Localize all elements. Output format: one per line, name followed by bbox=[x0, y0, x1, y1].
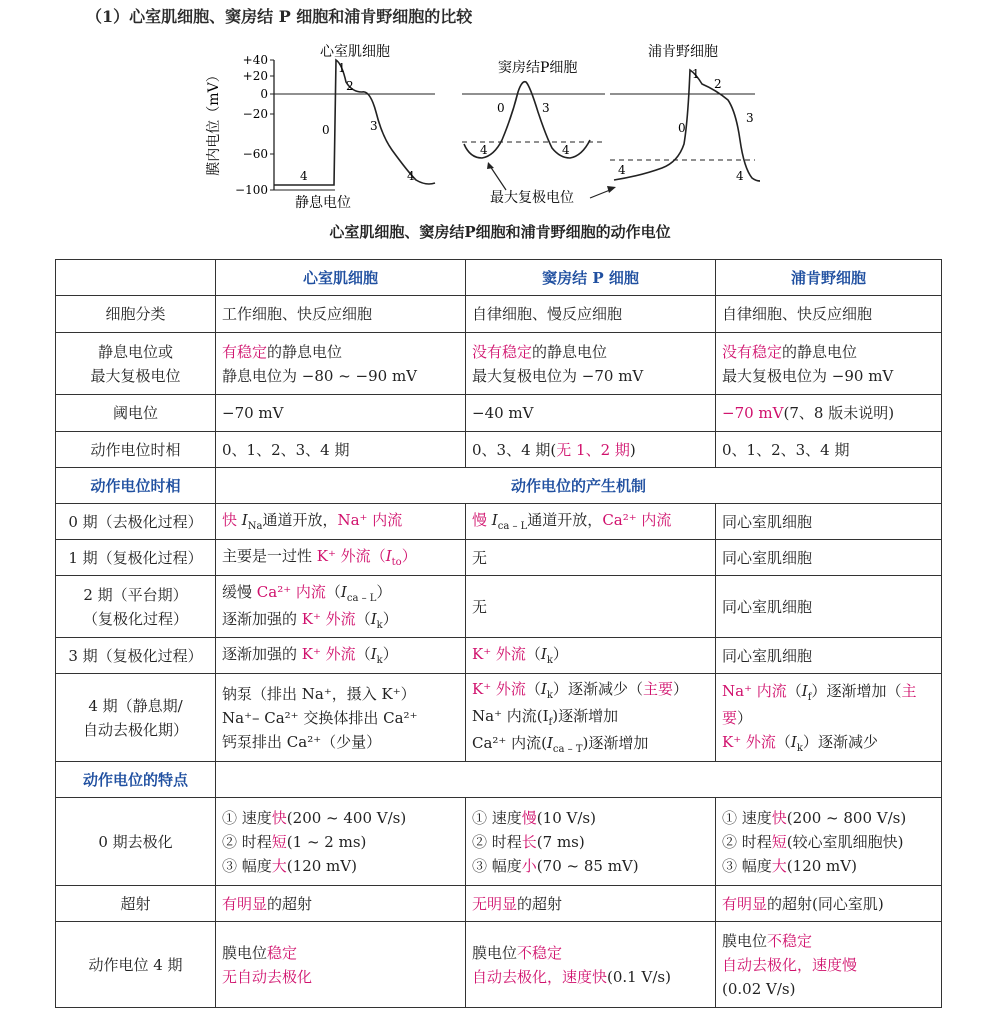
text: 逐渐减少（ bbox=[567, 680, 643, 698]
text: 逐渐加强的 bbox=[222, 645, 302, 663]
cell-ventricular: 快 $I_{Na}$通道开放，Na⁺ 内流 bbox=[216, 504, 466, 540]
text: (10 V/s) bbox=[536, 808, 596, 827]
label-line: 自动去极化期） bbox=[82, 720, 188, 739]
text: 膜电位 bbox=[722, 931, 768, 950]
row-phase4-features bbox=[56, 922, 942, 1008]
emphasis: Ca²⁺ 内流 bbox=[602, 511, 672, 529]
row-phases bbox=[56, 432, 942, 468]
text: 的静息电位 bbox=[267, 342, 343, 361]
cell-ventricular: 逐渐加强的 K⁺ 外流$(I_k)$ bbox=[216, 638, 466, 674]
phase-label: 3 bbox=[542, 101, 550, 115]
text: 膜电位 bbox=[222, 943, 268, 962]
text: )逐渐增加 bbox=[552, 707, 619, 725]
emphasis: 要 bbox=[722, 708, 738, 727]
cell-purkinje bbox=[716, 922, 942, 1008]
text: 的静息电位 bbox=[782, 342, 858, 361]
emphasis: K⁺ 外流 bbox=[301, 609, 356, 628]
phase-label: 1 bbox=[692, 67, 700, 81]
text: ① 速度 bbox=[472, 808, 522, 827]
text: ② 时程 bbox=[222, 832, 272, 851]
phase-label: 0 bbox=[322, 123, 330, 137]
cell-sinoatrial: K⁺ 外流$(I_k)$逐渐减少（主要） Na⁺ 内流$(I_f)$逐渐增加 Ca²⁺ 内流$(I_{ca - T})$逐渐增加 bbox=[466, 674, 716, 762]
cell-purkinje: 同心室肌细胞 bbox=[716, 576, 942, 638]
emphasis: 不稳定 bbox=[767, 931, 813, 950]
row-threshold bbox=[56, 395, 942, 432]
cell-purkinje bbox=[716, 333, 942, 395]
text: 逐渐增加（ bbox=[826, 681, 902, 700]
label-line: 4 期（静息期/ bbox=[88, 696, 183, 715]
emphasis: 长 bbox=[521, 832, 537, 851]
text: 钠泵（排出 Na⁺，摄入 K⁺） bbox=[222, 684, 416, 703]
phase-label: 0 bbox=[497, 101, 505, 115]
cell-sinoatrial: 自律细胞、慢反应细胞 bbox=[466, 296, 716, 333]
header-purkinje: 浦肯野细胞 bbox=[716, 260, 942, 296]
phase-label: 2 bbox=[714, 77, 722, 91]
row-label: 阈电位 bbox=[56, 395, 216, 432]
cell-purkinje: 自律细胞、快反应细胞 bbox=[716, 296, 942, 333]
row-phase1 bbox=[56, 540, 942, 576]
y-tick: +40 bbox=[242, 53, 268, 67]
emphasis: 稳定 bbox=[267, 943, 298, 962]
y-tick: −20 bbox=[242, 107, 268, 121]
text: ） bbox=[401, 547, 417, 565]
text: 钙泵排出 Ca²⁺（少量） bbox=[222, 732, 382, 751]
cell-ventricular bbox=[216, 333, 466, 395]
emphasis: K⁺ 外流 bbox=[301, 645, 356, 663]
action-potential-figure bbox=[200, 40, 760, 215]
text: (200 ~ 400 V/s) bbox=[286, 808, 407, 827]
cell-sinoatrial: 无 bbox=[466, 540, 716, 576]
emphasis: K⁺ 外流 bbox=[472, 680, 526, 698]
cell-sinoatrial bbox=[466, 886, 716, 922]
text: ② 时程 bbox=[472, 832, 522, 851]
cell-purkinje: 0、1、2、3、4 期 bbox=[716, 432, 942, 468]
text: (200 ~ 800 V/s) bbox=[786, 808, 907, 827]
text: (0.1 V/s) bbox=[607, 967, 671, 986]
emphasis: 自动去极化，速度慢 bbox=[722, 955, 858, 974]
emphasis: K⁺ 外流 bbox=[472, 645, 526, 663]
row-phase4 bbox=[56, 674, 942, 762]
emphasis: 没有稳定 bbox=[722, 342, 783, 361]
cell-ventricular bbox=[216, 922, 466, 1008]
header-cell-empty bbox=[56, 260, 216, 296]
text: (70 ~ 85 mV) bbox=[536, 856, 639, 875]
row-mechanism-header bbox=[56, 468, 942, 504]
text: 静息电位为 −80 ~ −90 mV bbox=[222, 366, 418, 385]
section-label: 动作电位的特点 bbox=[56, 762, 216, 798]
text: (1 ~ 2 ms) bbox=[286, 832, 367, 851]
phase-label: 4 bbox=[736, 169, 744, 183]
table-header-row bbox=[56, 260, 942, 296]
text: ① 速度 bbox=[722, 808, 772, 827]
row-label: 动作电位 4 期 bbox=[56, 922, 216, 1008]
y-tick: +20 bbox=[242, 69, 268, 83]
cell-purkinje: 同心室肌细胞 bbox=[716, 504, 942, 540]
text: Na⁺ 内流(I bbox=[472, 707, 549, 725]
text: 膜电位 bbox=[472, 943, 518, 962]
ventricular-panel bbox=[235, 44, 435, 211]
emphasis: Na⁺ 内流 bbox=[722, 681, 787, 700]
section-title: （1）心室肌细胞、窦房结 P 细胞和浦肯野细胞的比较 bbox=[86, 7, 473, 26]
cell-purkinje bbox=[716, 798, 942, 886]
emphasis: 大 bbox=[271, 856, 287, 875]
comparison-table bbox=[55, 259, 942, 1008]
row-label bbox=[56, 333, 216, 395]
text: 缓慢 bbox=[222, 582, 257, 601]
text: (120 mV) bbox=[786, 856, 857, 875]
cell-sinoatrial: 慢 $I_{ca - L}$通道开放，Ca²⁺ 内流 bbox=[466, 504, 716, 540]
row-phase3 bbox=[56, 638, 942, 674]
row-phase2 bbox=[56, 576, 942, 638]
emphasis: 无明显 bbox=[472, 894, 518, 913]
text: 的超射(同心室肌) bbox=[767, 894, 884, 913]
row-overshoot bbox=[56, 886, 942, 922]
resting-potential-annotation: 静息电位 bbox=[295, 195, 351, 211]
phase-label: 4 bbox=[480, 143, 488, 157]
text: 最大复极电位为 −70 mV bbox=[472, 366, 644, 385]
cell-ventricular: 工作细胞、快反应细胞 bbox=[216, 296, 466, 333]
text: 通道开放， bbox=[527, 511, 603, 529]
header-sinoatrial: 窦房结 P 细胞 bbox=[466, 260, 716, 296]
label-line: 最大复极电位 bbox=[90, 366, 181, 385]
row-label: 1 期（复极化过程） bbox=[56, 540, 216, 576]
emphasis: 无 1、2 期 bbox=[556, 440, 630, 459]
phase-label: 4 bbox=[300, 169, 308, 183]
phase-label: 4 bbox=[562, 143, 570, 157]
text: (120 mV) bbox=[286, 856, 357, 875]
emphasis: 主 bbox=[901, 681, 917, 700]
cell-ventricular bbox=[216, 798, 466, 886]
row-label: 超射 bbox=[56, 886, 216, 922]
panel-title: 窦房结P细胞 bbox=[498, 60, 578, 76]
cell-ventricular: −70 mV bbox=[216, 395, 466, 432]
phase-label: 3 bbox=[746, 111, 754, 125]
text: ） bbox=[737, 708, 753, 727]
label-line: 2 期（平台期） bbox=[83, 585, 188, 604]
phase-label: 4 bbox=[618, 163, 626, 177]
section-label: 动作电位时相 bbox=[56, 468, 216, 504]
emphasis: 快 bbox=[771, 808, 787, 827]
emphasis: 有稳定 bbox=[222, 342, 268, 361]
cell-sinoatrial bbox=[466, 333, 716, 395]
emphasis: 快 bbox=[271, 808, 287, 827]
text: 主要是一过性 bbox=[222, 547, 317, 565]
phase-label: 3 bbox=[370, 119, 378, 133]
cell-ventricular bbox=[216, 674, 466, 762]
cell-ventricular: 缓慢 Ca²⁺ 内流$(I_{ca - L})$ 逐渐加强的 K⁺ 外流$(I_k)$ bbox=[216, 576, 466, 638]
sinoatrial-panel bbox=[462, 59, 616, 206]
emphasis: K⁺ 外流 bbox=[722, 732, 776, 751]
emphasis: 没有稳定 bbox=[472, 342, 533, 361]
y-tick: 0 bbox=[260, 87, 268, 101]
text: ② 时程 bbox=[722, 832, 772, 851]
cell-purkinje bbox=[716, 886, 942, 922]
text: Na⁺– Ca²⁺ 交换体排出 Ca²⁺ bbox=[222, 708, 418, 727]
cell-purkinje: 同心室肌细胞 bbox=[716, 638, 942, 674]
emphasis: 无自动去极化 bbox=[222, 967, 313, 986]
row-depolarization bbox=[56, 798, 942, 886]
cell-sinoatrial bbox=[466, 798, 716, 886]
emphasis: 有明显 bbox=[222, 894, 268, 913]
text: 最大复极电位为 −90 mV bbox=[722, 366, 894, 385]
text: ① 速度 bbox=[222, 808, 272, 827]
row-label: 0 期去极化 bbox=[56, 798, 216, 886]
phase-label: 2 bbox=[346, 79, 354, 93]
emphasis: 小 bbox=[521, 856, 537, 875]
phase-label: 1 bbox=[338, 61, 346, 75]
row-features-header bbox=[56, 762, 942, 798]
text: ③ 幅度 bbox=[722, 856, 772, 875]
row-phase0 bbox=[56, 504, 942, 540]
text: )逐渐增加 bbox=[582, 734, 649, 752]
emphasis: 慢 bbox=[472, 511, 488, 529]
row-label bbox=[56, 674, 216, 762]
section-blank bbox=[216, 762, 942, 798]
y-tick: −100 bbox=[235, 183, 268, 197]
cell-ventricular: 主要是一过性 K⁺ 外流$(I_{to})$ bbox=[216, 540, 466, 576]
text: 的静息电位 bbox=[532, 342, 608, 361]
text: 0、3、4 期( bbox=[472, 440, 557, 459]
cell-ventricular: 0、1、2、3、4 期 bbox=[216, 432, 466, 468]
emphasis: 不稳定 bbox=[517, 943, 563, 962]
text: 的超射 bbox=[517, 894, 563, 913]
text: 逐渐减少 bbox=[817, 732, 878, 751]
text: (7 ms) bbox=[536, 832, 585, 851]
text: 逐渐加强的 bbox=[222, 609, 302, 628]
row-label: 细胞分类 bbox=[56, 296, 216, 333]
text: (0.02 V/s) bbox=[722, 979, 796, 998]
y-axis-label: 膜内电位（mV） bbox=[206, 68, 222, 176]
cell-sinoatrial: 无 bbox=[466, 576, 716, 638]
text: 的超射 bbox=[267, 894, 313, 913]
text: （ bbox=[370, 547, 386, 565]
cell-sinoatrial bbox=[466, 432, 716, 468]
cell-purkinje: Na⁺ 内流$(I_f)$逐渐增加（主 要） K⁺ 外流$(I_k)$逐渐减少 bbox=[716, 674, 942, 762]
row-label bbox=[56, 576, 216, 638]
cell-ventricular bbox=[216, 886, 466, 922]
cell-sinoatrial bbox=[466, 922, 716, 1008]
text: ③ 幅度 bbox=[472, 856, 522, 875]
text: Ca²⁺ 内流( bbox=[472, 734, 547, 752]
text: (7、8 版未说明) bbox=[783, 404, 895, 422]
text: ) bbox=[629, 440, 636, 459]
row-label: 动作电位时相 bbox=[56, 432, 216, 468]
emphasis: 主要 bbox=[642, 680, 673, 698]
row-resting-potential bbox=[56, 333, 942, 395]
emphasis: 短 bbox=[771, 832, 787, 851]
emphasis: 大 bbox=[771, 856, 787, 875]
emphasis: −70 mV bbox=[722, 404, 784, 422]
emphasis: 慢 bbox=[521, 808, 537, 827]
emphasis: 自动去极化，速度快 bbox=[472, 967, 608, 986]
phase-label: 4 bbox=[407, 169, 415, 183]
text: ） bbox=[672, 680, 688, 698]
panel-title: 浦肯野细胞 bbox=[648, 44, 718, 60]
row-cell-type bbox=[56, 296, 942, 333]
label-line: 静息电位或 bbox=[97, 342, 173, 361]
max-repolarization-annotation: 最大复极电位 bbox=[490, 190, 574, 206]
cell-sinoatrial: K⁺ 外流$(I_k)$ bbox=[466, 638, 716, 674]
panel-title: 心室肌细胞 bbox=[320, 44, 390, 60]
section-heading: 动作电位的产生机制 bbox=[216, 468, 942, 504]
emphasis: 有明显 bbox=[722, 894, 768, 913]
emphasis: 快 bbox=[222, 511, 238, 529]
emphasis: Na⁺ 内流 bbox=[337, 511, 403, 529]
purkinje-panel bbox=[610, 43, 760, 183]
text: (较心室肌细胞快) bbox=[786, 832, 904, 851]
cell-sinoatrial: −40 mV bbox=[466, 395, 716, 432]
y-tick: −60 bbox=[242, 147, 268, 161]
emphasis: 短 bbox=[271, 832, 287, 851]
text: 通道开放， bbox=[262, 511, 338, 529]
figure-caption: 心室肌细胞、窦房结P细胞和浦肯野细胞的动作电位 bbox=[329, 223, 671, 241]
text: ③ 幅度 bbox=[222, 856, 272, 875]
emphasis: K⁺ 外流 bbox=[316, 547, 371, 565]
row-label: 3 期（复极化过程） bbox=[56, 638, 216, 674]
row-label: 0 期（去极化过程） bbox=[56, 504, 216, 540]
label-line: （复极化过程） bbox=[82, 609, 188, 628]
header-ventricular: 心室肌细胞 bbox=[216, 260, 466, 296]
cell-purkinje: 同心室肌细胞 bbox=[716, 540, 942, 576]
cell-purkinje bbox=[716, 395, 942, 432]
emphasis: Ca²⁺ 内流 bbox=[256, 582, 326, 601]
phase-label: 0 bbox=[678, 121, 686, 135]
